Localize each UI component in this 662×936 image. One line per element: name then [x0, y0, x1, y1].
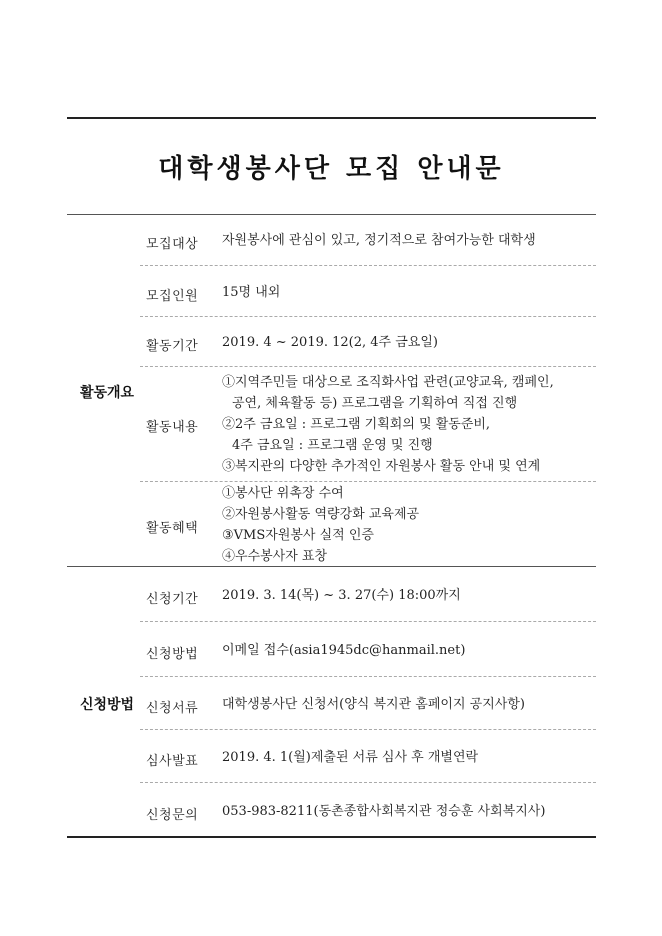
value-target [222, 230, 592, 251]
label-inquiry: 신청문의 [146, 808, 199, 823]
benefits-line-4: ④우수봉사자 표창 [222, 549, 328, 564]
label-benefits: 활동혜택 [146, 521, 199, 536]
label-period: 활동기간 [146, 339, 199, 354]
label-announce: 심사발표 [146, 754, 199, 769]
value-apply-docs [222, 694, 592, 715]
benefits-line-3: ③VMS자원봉사 실적 인증 [222, 528, 374, 543]
row-divider [140, 676, 596, 677]
value-content [222, 372, 592, 477]
value-apply-period-text: 2019. 3. 14(목) ~ 3. 27(수) 18:00까지 [222, 588, 461, 603]
value-apply-docs-text: 대학생봉사단 신청서(양식 복지관 홈페이지 공지사항) [222, 697, 525, 712]
section-label-activity: 활동개요 [79, 385, 135, 401]
value-target-text: 자원봉사에 관심이 있고, 정기적으로 참여가능한 대학생 [222, 233, 536, 248]
benefits-line-1: ①봉사단 위촉장 수여 [222, 486, 344, 501]
value-period-text: 2019. 4 ~ 2019. 12(2, 4주 금요일) [222, 335, 438, 350]
row-divider [140, 316, 596, 317]
value-apply-period [222, 585, 592, 606]
content-line-5: ③복지관의 다양한 추가적인 자원봉사 활동 안내 및 연계 [222, 459, 541, 474]
value-announce [222, 747, 592, 768]
value-apply-method-text: 이메일 접수(asia1945dc@hanmail.net) [222, 643, 466, 658]
row-divider [140, 621, 596, 622]
value-inquiry [222, 801, 592, 822]
row-divider [140, 366, 596, 367]
label-apply-method: 신청방법 [146, 647, 199, 662]
label-headcount: 모집인원 [146, 289, 199, 304]
content-line-2: 공연, 체육활동 등) 프로그램을 기획하여 직접 진행 [232, 396, 518, 411]
value-headcount-text: 15명 내외 [222, 285, 281, 300]
label-content: 활동내용 [146, 420, 199, 435]
value-period [222, 332, 592, 353]
value-inquiry-text: 053-983-8211(동촌종합사회복지관 정승훈 사회복지사) [222, 804, 546, 819]
value-benefits [222, 483, 592, 567]
table-top-rule [67, 214, 596, 215]
section-label-application: 신청방법 [79, 697, 135, 713]
value-apply-method [222, 640, 592, 661]
row-divider [140, 481, 596, 482]
row-divider [140, 265, 596, 266]
content-line-4: 4주 금요일 : 프로그램 운영 및 진행 [232, 438, 433, 453]
value-headcount [222, 282, 592, 303]
benefits-line-2: ②자원봉사활동 역량강화 교육제공 [222, 507, 420, 522]
section-divider [67, 566, 596, 567]
row-divider [140, 729, 596, 730]
page-title: 대학생봉사단 모집 안내문 [158, 154, 505, 184]
content-line-3: ②2주 금요일 : 프로그램 기획회의 및 활동준비, [222, 417, 491, 432]
row-divider [140, 782, 596, 783]
label-target: 모집대상 [146, 237, 199, 252]
content-line-1: ①지역주민들 대상으로 조직화사업 관련(교양교육, 캠페인, [222, 375, 554, 390]
label-apply-docs: 신청서류 [146, 701, 199, 716]
top-rule [67, 117, 596, 119]
value-announce-text: 2019. 4. 1(월)제출된 서류 심사 후 개별연락 [222, 750, 479, 765]
bottom-rule [67, 836, 596, 838]
label-apply-period: 신청기간 [146, 592, 199, 607]
